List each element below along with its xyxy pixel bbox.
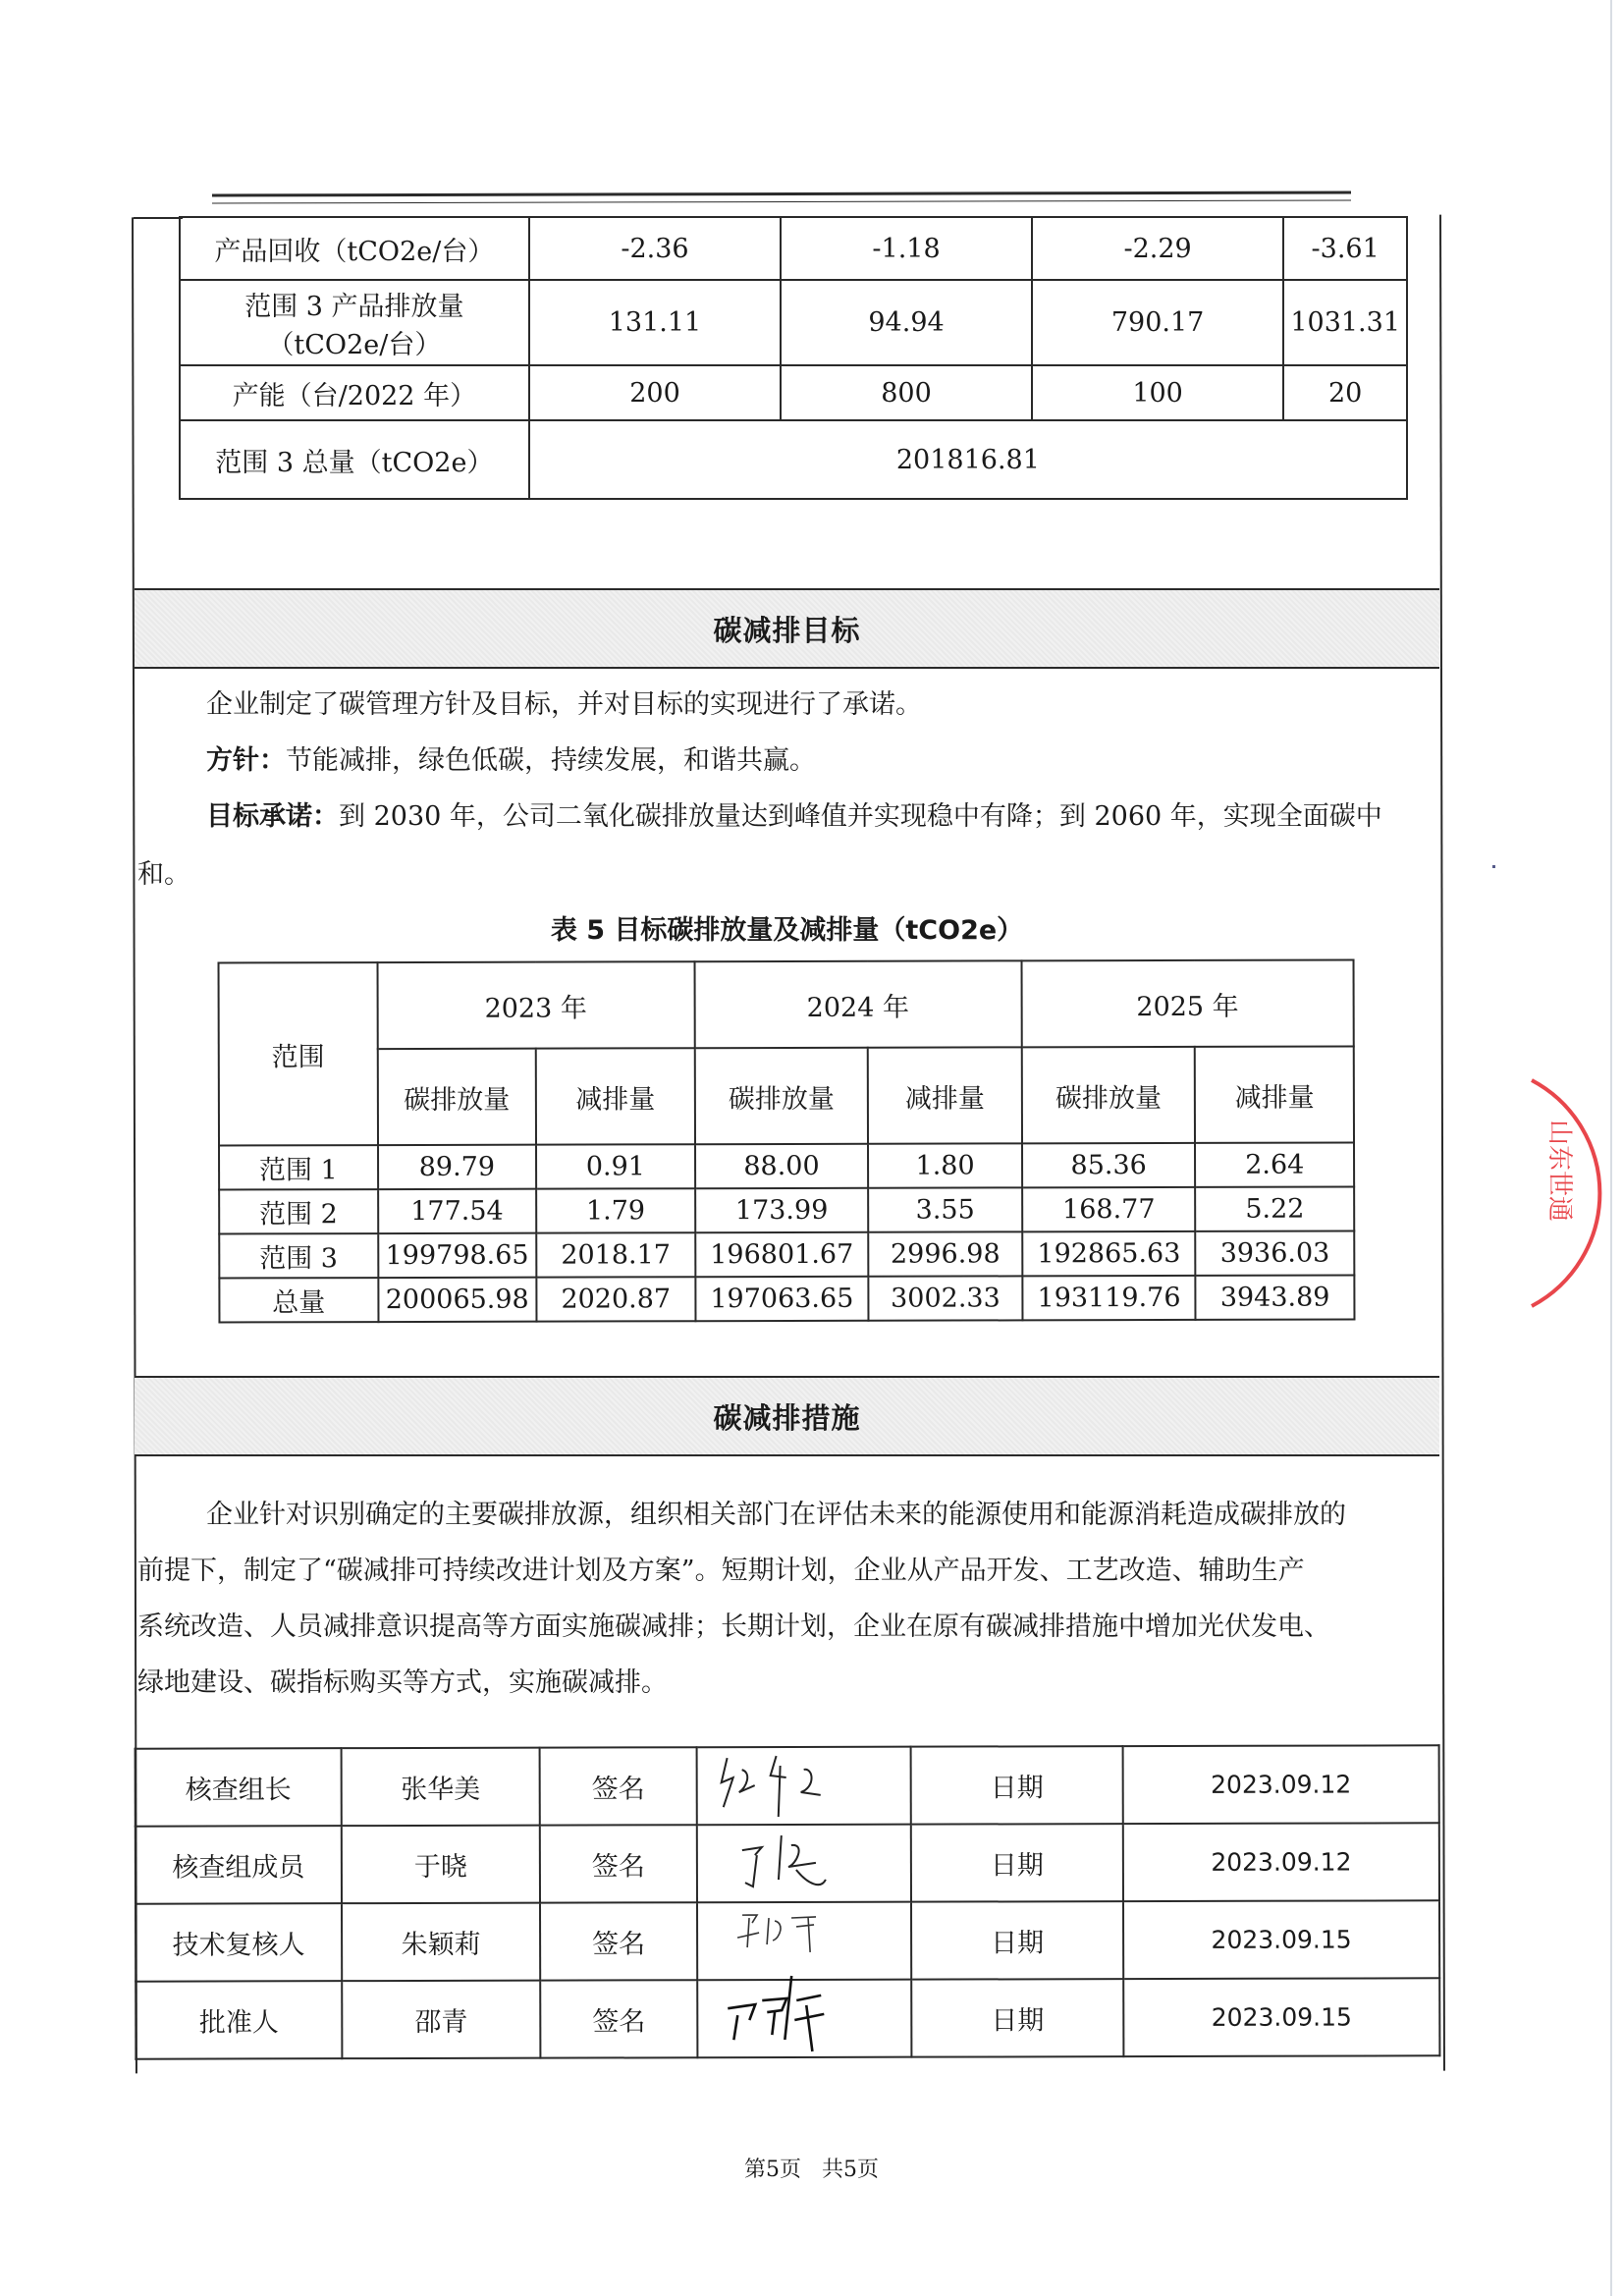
name-cell: 张华美 [342,1748,540,1827]
table-subheader-row [219,1046,1354,1145]
signature-scribble-icon [698,1748,910,1825]
table-row [219,1186,1354,1233]
column-header-year: 2025 年 [1021,959,1353,1047]
table-cell: 0.91 [536,1144,695,1188]
row-label-line: （tCO2e/台） [267,329,442,360]
column-header-scope: 范围 [219,962,378,1145]
row-label: 产能（台/2022 年） [180,365,529,420]
signature-row [135,1900,1439,1981]
table-cell: 3943.89 [1196,1275,1355,1319]
table-cell: 2020.87 [536,1277,695,1321]
date-value: 2023.09.15 [1123,1978,1439,2056]
table-cell: 2018.17 [536,1232,695,1277]
form-frame-top-edge [134,217,183,219]
handwritten-signature [697,1902,911,1981]
row-label: 总量 [219,1278,378,1322]
role-cell: 批准人 [135,1981,342,2059]
commitment-label: 目标承诺： [206,801,339,832]
date-value: 2023.09.12 [1123,1823,1439,1901]
policy-label: 方针： [206,745,286,776]
table-row [180,217,1407,280]
role-cell: 核查组成员 [135,1826,342,1904]
table-cell: -3.61 [1283,217,1407,280]
table-row [219,1230,1354,1278]
row-label: 范围 1 [219,1145,378,1189]
table-row [219,1142,1354,1189]
signature-table [135,1744,1441,2059]
table-row [180,280,1407,365]
page-number: 第5页 [744,2158,801,2182]
target-emissions-table [218,958,1356,1323]
column-header-emissions: 碳排放量 [1022,1047,1196,1143]
table-cell: 790.17 [1032,280,1284,365]
table-cell: 2.64 [1195,1142,1354,1186]
date-label: 日期 [911,1979,1123,2057]
section-heading-targets: 碳减排目标 [135,588,1439,669]
column-header-reduction: 减排量 [1195,1046,1354,1142]
measures-line: 前提下，制定了“碳减排可持续改进计划及方案”。短期计划，企业从产品开发、工艺改造、辅助生产 [137,1556,1305,1586]
name-cell: 于晓 [342,1826,540,1904]
table-cell: 94.94 [781,280,1032,365]
table-cell: 177.54 [378,1189,537,1233]
table-cell: 168.77 [1022,1187,1196,1231]
table-cell: 1.79 [536,1188,695,1232]
column-header-year: 2024 年 [694,960,1021,1048]
measures-line: 系统改造、人员减排意识提高等方面实施碳减排；长期计划，企业在原有碳减排措施中增加光伏发电、 [137,1612,1330,1642]
table-cell: 3936.03 [1196,1230,1355,1275]
page-total: 共5页 [821,2158,879,2182]
table-cell: 20 [1283,365,1407,420]
commitment-text-continued: 和。 [137,859,190,890]
table-cell: 100 [1032,365,1284,420]
signature-row [135,1823,1439,1903]
table-cell: 1031.31 [1283,280,1407,365]
column-header-emissions: 碳排放量 [694,1048,868,1144]
company-seal-stamp [1522,1070,1623,1316]
signature-row [135,1978,1439,2058]
table-row [180,365,1407,420]
section-heading-measures: 碳减排措施 [135,1376,1439,1456]
table-cell: 1.80 [868,1143,1022,1187]
table-cell: 196801.67 [695,1232,869,1277]
handwritten-signature [697,1747,911,1826]
table-cell: 192865.63 [1022,1231,1196,1276]
row-label: 范围 2 [219,1189,378,1233]
date-value: 2023.09.15 [1123,1900,1439,1979]
sign-label: 签名 [540,1747,697,1825]
name-cell: 朱颖莉 [342,1903,540,1982]
table-cell: 200 [529,365,781,420]
date-label: 日期 [911,1901,1123,1980]
name-cell: 邵青 [342,1981,540,2059]
measures-line: 绿地建设、碳指标购买等方式，实施碳减排。 [137,1667,668,1698]
table-cell: 197063.65 [695,1277,869,1321]
table-header-row [219,959,1354,1049]
row-label-line: 范围 3 产品排放量 [244,291,464,322]
table-row [180,420,1407,499]
table-cell: -2.29 [1032,217,1284,280]
table-cell: 800 [781,365,1032,420]
sign-label: 签名 [540,1980,697,2057]
table-cell: -2.36 [529,217,781,280]
table-cell: 200065.98 [378,1278,537,1322]
table-cell: 3002.33 [869,1276,1023,1320]
page-footer [0,2153,1623,2183]
table-cell: 5.22 [1196,1186,1355,1230]
commitment-text: 到 2030 年，公司二氧化碳排放量达到峰值并实现稳中有降；到 2060 年，实现全面碳中 [339,801,1382,832]
column-header-reduction: 减排量 [868,1047,1022,1143]
column-header-year: 2023 年 [377,961,694,1049]
measures-line: 企业针对识别确定的主要碳排放源，组织相关部门在评估未来的能源使用和能源消耗造成碳排放的 [206,1500,1346,1530]
targets-intro: 企业制定了碳管理方针及目标，并对目标的实现进行了承诺。 [206,689,922,720]
merged-total-cell: 201816.81 [529,420,1407,499]
table-cell: 199798.65 [378,1233,537,1278]
date-label: 日期 [911,1746,1123,1825]
table-cell: 173.99 [695,1188,869,1232]
role-cell: 核查组长 [135,1748,342,1827]
row-label: 产品回收（tCO2e/台） [180,217,529,280]
handwritten-signature [697,1980,911,2058]
date-label: 日期 [911,1824,1123,1902]
role-cell: 技术复核人 [135,1903,342,1982]
targets-commitment [206,799,1382,834]
table-cell: 89.79 [378,1145,537,1189]
signature-scribble-icon [698,1981,910,2057]
table-cell: 193119.76 [1022,1276,1196,1320]
scope3-product-table [179,216,1408,500]
sign-label: 签名 [540,1902,697,1980]
table-cell: -1.18 [781,217,1032,280]
date-value: 2023.09.12 [1123,1745,1439,1824]
scan-artifact-dot [1492,865,1495,868]
table-row [219,1275,1354,1322]
seal-text: 山东世通 [1544,1120,1574,1223]
policy-text: 节能减排，绿色低碳，持续发展，和谐共赢。 [286,745,816,776]
header-double-rule [212,191,1351,203]
table-caption: 表 5 目标碳排放量及减排量（tCO2e） [550,915,1024,946]
row-label: 范围 3 [219,1233,378,1278]
signature-row [135,1745,1439,1826]
handwritten-signature [697,1825,911,1903]
signature-scribble-icon [698,1826,910,1902]
table-cell: 131.11 [529,280,781,365]
table-cell: 85.36 [1022,1143,1196,1187]
targets-policy [206,743,816,778]
row-label: 范围 3 总量（tCO2e） [180,420,529,499]
table-cell: 3.55 [868,1187,1022,1231]
signature-scribble-icon [698,1903,910,1980]
column-header-reduction: 减排量 [536,1048,695,1144]
column-header-emissions: 碳排放量 [377,1049,536,1145]
row-label [180,280,529,365]
table-cell: 88.00 [695,1144,869,1188]
table-cell: 2996.98 [869,1231,1023,1276]
sign-label: 签名 [540,1825,697,1902]
